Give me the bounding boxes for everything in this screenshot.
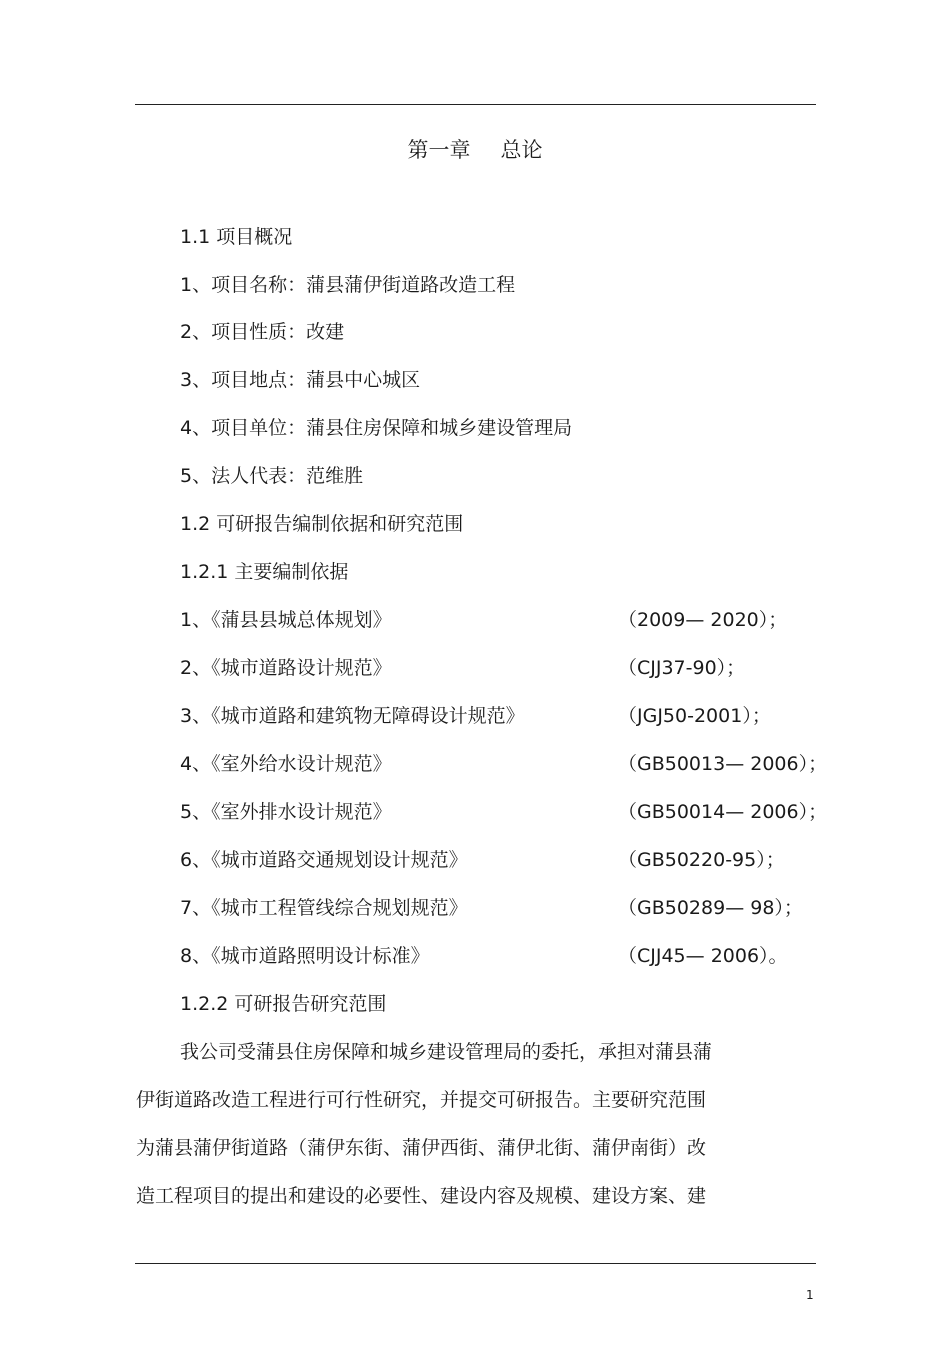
reference-item [180, 653, 746, 680]
reference-code: （GB50014— 2006）； [618, 801, 828, 823]
reference-item [180, 941, 788, 968]
reference-name: 8、《城市道路照明设计标准》 [180, 945, 430, 967]
reference-name: 6、《城市道路交通规划设计规范》 [180, 849, 468, 871]
paragraph-line: 造工程项目的提出和建设的必要性、建设内容及规模、建设方案、建 [136, 1185, 707, 1207]
chapter-number: 第一章 [407, 138, 471, 162]
reference-name: 7、《城市工程管线综合规划规范》 [180, 897, 468, 919]
reference-item [180, 605, 788, 632]
reference-name: 1、《蒲县县城总体规划》 [180, 609, 392, 631]
chapter-name: 总论 [500, 138, 543, 162]
paragraph-line: 我公司受蒲县住房保障和城乡建设管理局的委托，承担对蒲县蒲 [180, 1041, 713, 1063]
section-heading-1-2-1: 1.2.1 主要编制依据 [180, 561, 349, 583]
reference-name: 5、《室外排水设计规范》 [180, 801, 392, 823]
reference-item [180, 797, 828, 824]
project-item: 2、项目性质：改建 [180, 321, 345, 343]
reference-name: 3、《城市道路和建筑物无障碍设计规范》 [180, 705, 525, 727]
reference-item [180, 893, 803, 920]
reference-code: （CJJ37-90）； [618, 657, 746, 679]
reference-name: 4、《室外给水设计规范》 [180, 753, 392, 775]
reference-item [180, 845, 785, 872]
reference-code: （GB50220-95）； [618, 849, 785, 871]
project-item: 4、项目单位：蒲县住房保障和城乡建设管理局 [180, 417, 573, 439]
paragraph-line: 伊街道路改造工程进行可行性研究，并提交可研报告。主要研究范围 [136, 1089, 707, 1111]
header-rule [135, 104, 816, 105]
project-item: 5、法人代表：范维胜 [180, 465, 364, 487]
page-number: 1 [806, 1288, 814, 1302]
reference-code: （CJJ45— 2006）。 [618, 945, 788, 967]
section-heading-1-2-2: 1.2.2 可研报告研究范围 [180, 993, 387, 1015]
chapter-title [0, 134, 950, 164]
reference-item [180, 749, 828, 776]
reference-code: （JGJ50-2001）； [618, 705, 771, 727]
reference-name: 2、《城市道路设计规范》 [180, 657, 392, 679]
project-item: 1、项目名称：蒲县蒲伊街道路改造工程 [180, 274, 516, 296]
reference-code: （GB50289— 98）； [618, 897, 803, 919]
paragraph-line: 为蒲县蒲伊街道路（蒲伊东街、蒲伊西街、蒲伊北街、蒲伊南街）改 [136, 1137, 707, 1159]
reference-item [180, 701, 771, 728]
reference-code: （2009— 2020）； [618, 609, 788, 631]
footer-rule [135, 1263, 816, 1264]
section-heading-1-2: 1.2 可研报告编制依据和研究范围 [180, 513, 464, 535]
reference-code: （GB50013— 2006）； [618, 753, 828, 775]
project-item: 3、项目地点：蒲县中心城区 [180, 369, 421, 391]
section-heading-1-1: 1.1 项目概况 [180, 226, 293, 248]
